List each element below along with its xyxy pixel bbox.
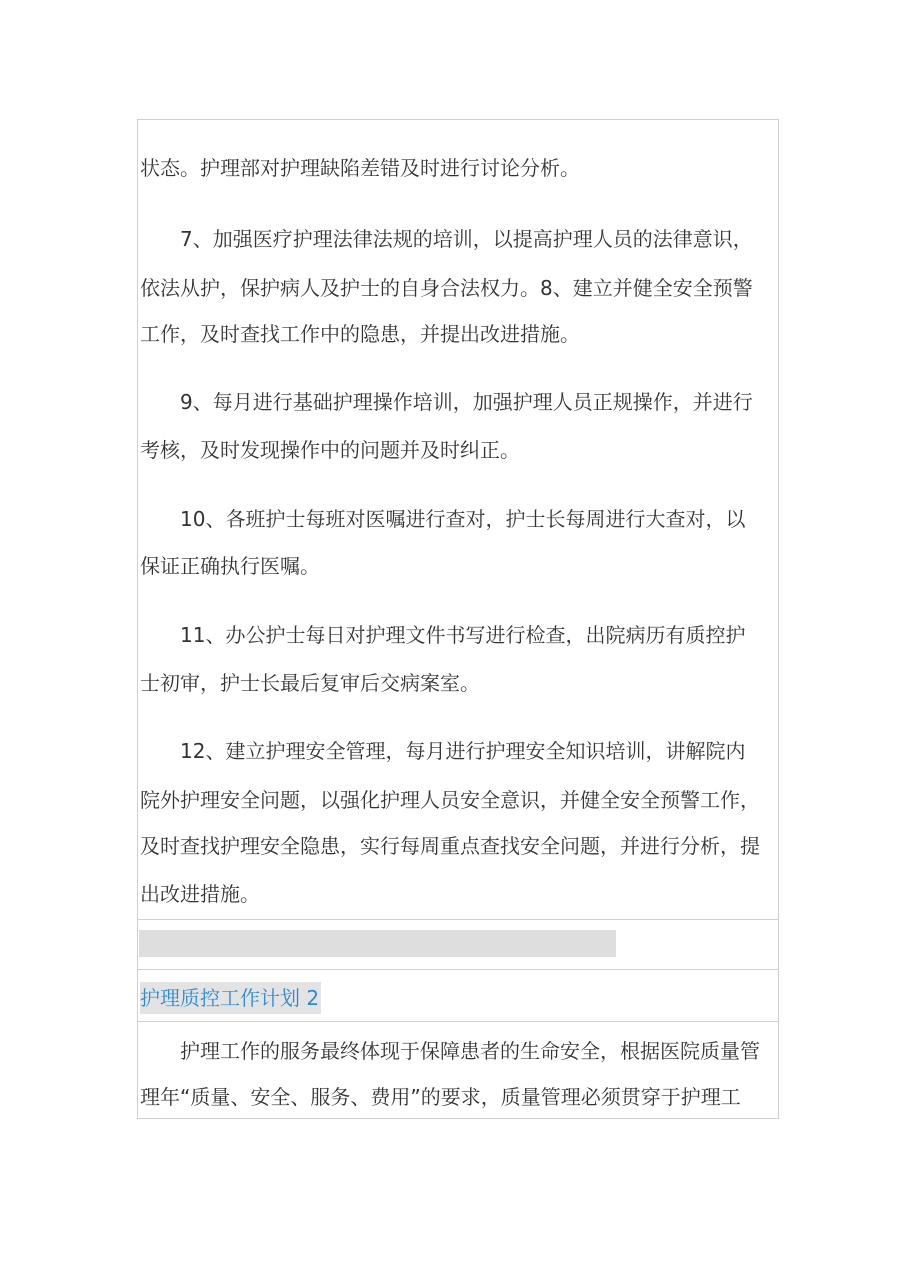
document-frame bbox=[137, 119, 779, 1119]
item-10-line-2: 保证正确执行医嘱。 bbox=[140, 554, 320, 578]
paragraph-line: 状态。护理部对护理缺陷差错及时进行讨论分析。 bbox=[140, 156, 580, 180]
item-12-line-1: 12、建立护理安全管理，每月进行护理安全知识培训，讲解院内 bbox=[140, 739, 746, 763]
item-7-line-2: 依法从护，保护病人及护士的自身合法权力。8、建立并健全安全预警 bbox=[140, 276, 753, 300]
section-divider bbox=[138, 1021, 778, 1022]
item-11-line-1: 11、办公护士每日对护理文件书写进行检查，出院病历有质控护 bbox=[140, 623, 746, 647]
section-heading-link[interactable]: 护理质控工作计划 2 bbox=[140, 982, 321, 1014]
item-12-line-4: 出改进措施。 bbox=[140, 882, 260, 906]
item-7-line-1: 7、加强医疗护理法律法规的培训，以提高护理人员的法律意识， bbox=[140, 227, 753, 251]
intro-line-2: 理年“质量、安全、服务、费用”的要求，质量管理必须贯穿于护理工 bbox=[140, 1085, 741, 1109]
section-divider bbox=[138, 969, 778, 970]
item-11-line-2: 士初审，护士长最后复审后交病案室。 bbox=[140, 671, 480, 695]
item-10-line-1: 10、各班护士每班对医嘱进行查对，护士长每周进行大查对，以 bbox=[140, 507, 746, 531]
item-7-line-3: 工作，及时查找工作中的隐患，并提出改进措施。 bbox=[140, 322, 580, 346]
section-divider bbox=[138, 919, 778, 920]
item-12-line-2: 院外护理安全问题，以强化护理人员安全意识，并健全安全预警工作， bbox=[140, 788, 760, 812]
item-9-line-1: 9、每月进行基础护理操作培训，加强护理人员正规操作，并进行 bbox=[140, 390, 753, 414]
item-9-line-2: 考核，及时发现操作中的问题并及时纠正。 bbox=[140, 438, 520, 462]
intro-line-1: 护理工作的服务最终体现于保障患者的生命安全，根据医院质量管 bbox=[140, 1039, 760, 1063]
item-12-line-3: 及时查找护理安全隐患，实行每周重点查找安全问题，并进行分析，提 bbox=[140, 834, 760, 858]
placeholder-bar bbox=[139, 930, 616, 957]
